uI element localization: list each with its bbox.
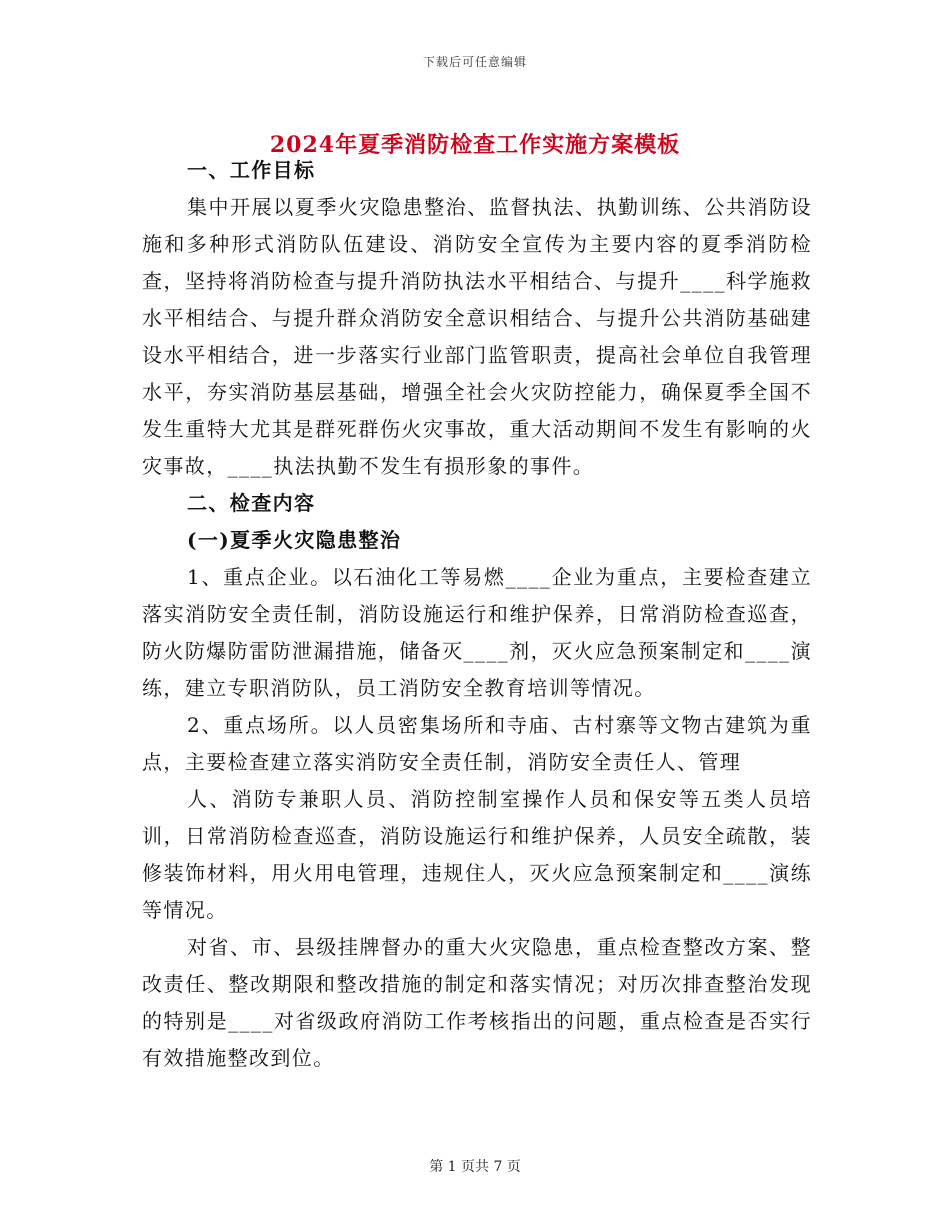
section-heading-inspection-content: 二、检查内容 [187,491,316,515]
item-major-hazards: 对省、市、县级挂牌督办的重大火灾隐患，重点检查整改方案、整改责任、整改期限和整改措施的制定和落实情况；对历次排查整治发现的特别是____对省级政府消防工作考核指出的问题，重点检查是否实行有效措施整改到位。 [142,935,812,1070]
subsection-heading-hazard-rectification: (一)夏季火灾隐患整治 [187,528,402,552]
item-key-enterprises: 1、重点企业。以石油化工等易燃____企业为重点，主要检查建立落实消防安全责任制，消防设施运行和维护保养，日常消防检查巡查，防火防爆防雷防泄漏措施，储备灭____剂，灭火应急预案制定和____演练，建立专职消防队，员工消防安全教育培训等情况。 [142,565,812,700]
item-key-venues-part1: 2、重点场所。以人员密集场所和寺庙、古村寨等文物古建筑为重点，主要检查建立落实消防安全责任制，消防安全责任人、管理 [142,713,812,774]
document-body [142,152,812,1077]
document-title: 2024年夏季消防检查工作实施方案模板 [269,131,681,158]
item-key-venues-part2: 人、消防专兼职人员、消防控制室操作人员和保安等五类人员培训，日常消防检查巡查，消防设施运行和维护保养，人员安全疏散，装修装饰材料，用火用电管理，违规住人，灭火应急预案制定和____演练等情况。 [142,787,812,922]
section-heading-work-goals: 一、工作目标 [187,158,316,182]
work-goals-paragraph: 集中开展以夏季火灾隐患整治、监督执法、执勤训练、公共消防设施和多种形式消防队伍建设、消防安全宣传为主要内容的夏季消防检查，坚持将消防检查与提升消防执法水平相结合、与提升____科学施救水平相结合、与提升群众消防安全意识相结合、与提升公共消防基础建设水平相结合，进一步落实行业部门监管职责，提高社会单位自我管理水平，夯实消防基层基础，增强全社会火灾防控能力，确保夏季全国不发生重特大尤其是群死群伤火灾事故，重大活动期间不发生有影响的火灾事故，____执法执勤不发生有损形象的事件。 [142,195,812,478]
page-header: 下载后可任意编辑 [422,55,527,69]
page-footer: 第 1 页共 7 页 [429,1159,521,1175]
